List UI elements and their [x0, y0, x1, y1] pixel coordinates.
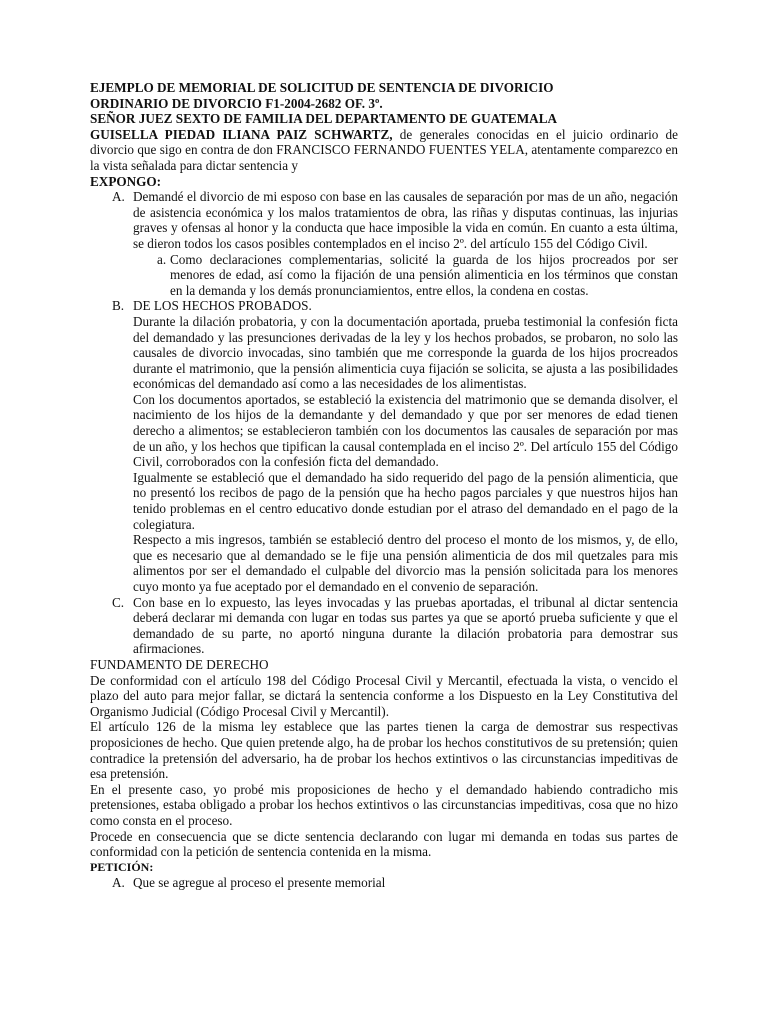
- expongo-heading: EXPONGO:: [90, 173, 162, 189]
- list-marker: A.: [112, 875, 125, 891]
- hechos-paragraph: Durante la dilación probatoria, y con la documentación aportada, prueba testimonial la confesión ficta del demandado y las presunciones derivadas de la ley y los hechos probados, se probaron, no solo las causales de divorcio invocadas, sino también que me corresponde la guarda de los hijos procreados durante el matrimonio, que la pensión alimenticia cuya fijación se solicita, se ajusta a las posibilidades económicas del demandado así como a las necesidades de los alimentistas.: [133, 313, 678, 392]
- list-item-a: [90, 189, 678, 251]
- intro-paragraph: [90, 127, 678, 174]
- list-marker: C.: [112, 594, 125, 610]
- list-marker: B.: [112, 298, 125, 314]
- list-item-text: Con base en lo expuesto, las leyes invocadas y las pruebas aportadas, el tribunal al dictar sentencia deberá declarar mi demanda con lugar en todas sus partes ya que se aportó prueba suficiente y que el demandado de su parte, no aportó ninguna durante la dilación probatoria para demostrar sus afirmaciones.: [133, 594, 678, 657]
- list-item-text: Demandé el divorcio de mi esposo con base en las causales de separación por mas de un año, negación de asistencia económica y los malos tratamientos de obra, las riñas y disputas continuas, las injurias graves y ofensas al honor y la conducta que hace imposible la vida en común. En cuanto a esta última, se dieron todos los casos posibles contemplados en el inciso 2º. del artículo 155 del Código Civil.: [133, 189, 678, 251]
- peticion-item-a: [90, 875, 678, 891]
- list-subitem-a: [90, 252, 678, 299]
- list-item-c: [90, 595, 678, 657]
- intro-text: de generales conocidas en el juicio ordinario de divorcio que sigo en contra de don FRANCISCO FERNANDO FUENTES YELA, atentamente comparezco en la vista señalada para dictar sentencia y: [90, 126, 679, 173]
- list-item-text: DE LOS HECHOS PROBADOS.: [133, 298, 312, 314]
- petitioner-name: GUISELLA PIEDAD ILIANA PAIZ SCHWARTZ,: [90, 126, 393, 142]
- list-item-b: [90, 298, 678, 314]
- fundamento-paragraph: De conformidad con el artículo 198 del Código Procesal Civil y Mercantil, efectuada la vista, o vencido el plazo del auto para mejor fallar, se dictará la sentencia conforme a los Dispuesto en la Ley Constitutiva del Organismo Judicial (Código Procesal Civil y Mercantil).: [90, 672, 678, 719]
- document-title-line-2: ORDINARIO DE DIVORCIO F1-2004-2682 OF. 3º.: [90, 95, 383, 111]
- fundamento-paragraph: En el presente caso, yo probé mis proposiciones de hecho y el demandado habiendo contradicho mis pretensiones, estaba obligado a probar los hechos extintivos o las circunstancias impeditivas, cosa que no hizo como consta en el proceso.: [90, 781, 678, 828]
- fundamento-heading: FUNDAMENTO DE DERECHO: [90, 656, 269, 672]
- peticion-heading: PETICIÓN:: [90, 859, 154, 874]
- list-marker: a.: [157, 251, 167, 267]
- fundamento-paragraph: El artículo 126 de la misma ley establece que las partes tienen la carga de demostrar sus respectivas proposiciones de hecho. Que quien pretende algo, ha de probar los hechos constitutivos de su pretensión; quien contradice la pretensión del adversario, ha de probar los hechos extintivos o las circunstancias impeditivas de esa pretensión.: [90, 719, 678, 782]
- list-marker: A.: [112, 189, 125, 205]
- list-item-text: Que se agregue al proceso el presente memorial: [133, 875, 386, 891]
- hechos-paragraph: Igualmente se estableció que el demandado ha sido requerido del pago de la pensión alimenticia, que no presentó los recibos de pago de la pensión que ha hecho pagos parciales y que nuestros hijos han tenido problemas en el centro educativo donde estudian por el atraso del demandado en el pago de la colegiatura.: [133, 469, 678, 532]
- fundamento-paragraph: Procede en consecuencia que se dicte sentencia declarando con lugar mi demanda en todas sus partes de conformidad con la petición de sentencia contenida en la misma.: [90, 828, 678, 860]
- document-title-line-1: EJEMPLO DE MEMORIAL DE SOLICITUD DE SENTENCIA DE DIVORICIO: [90, 80, 554, 95]
- hechos-paragraph: Respecto a mis ingresos, también se estableció dentro del proceso el monto de los mismos, y, de ello, que es necesario que al demandado se le fije una pensión alimenticia de dos mil quetzales para mis alimentos por ser el demandado el culpable del divorcio mas la pensión solicitada para los menores cuyo monto ya fue aceptado por el demandado en el convenio de separación.: [133, 532, 678, 594]
- addressee-line: SEÑOR JUEZ SEXTO DE FAMILIA DEL DEPARTAMENTO DE GUATEMALA: [90, 111, 558, 127]
- list-item-text: Como declaraciones complementarias, solicité la guarda de los hijos procreados por ser menores de edad, así como la fijación de una pensión alimenticia en los términos que constan en la demanda y los demás pronunciamientos, entre ellos, la condena en costas.: [170, 251, 678, 298]
- hechos-paragraph: Con los documentos aportados, se estableció la existencia del matrimonio que se demanda disolver, el nacimiento de los hijos de la demandante y del demandado y que por ser menores de edad tienen derecho a alimentos; se establecieron también con los documentos las causales de separación por mas de un año, y los hechos que tipifican la causal contemplada en el inciso 2º. Del artículo 155 del Código Civil, corroborados con la confesión ficta del demandado.: [133, 391, 678, 470]
